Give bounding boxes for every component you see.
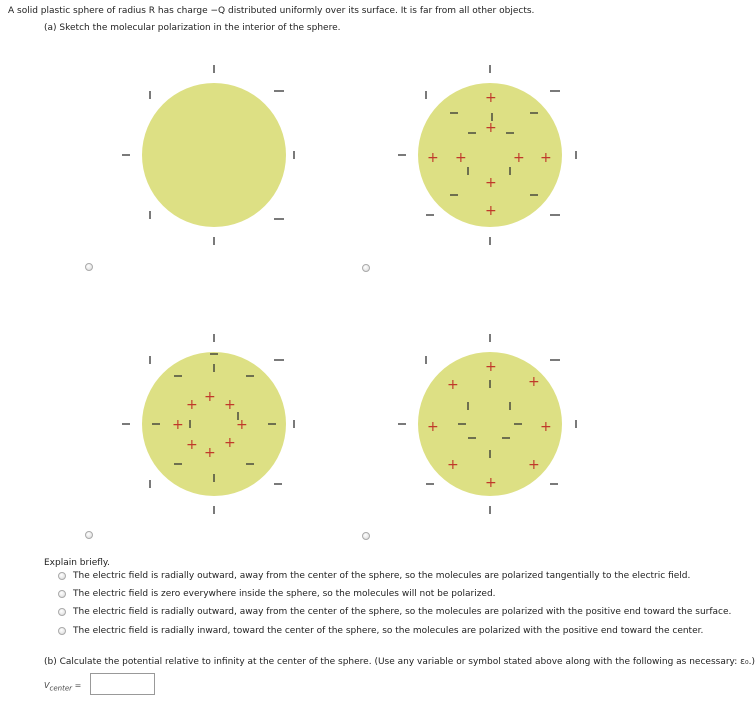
svg-text:+: + bbox=[204, 389, 216, 405]
svg-text:+: + bbox=[540, 150, 552, 166]
svg-text:+: + bbox=[455, 150, 467, 166]
svg-text:+: + bbox=[224, 435, 236, 451]
explain-option-2-label: The electric field is zero everywhere inside the sphere, so the molecules will not be polarized. bbox=[73, 589, 496, 599]
figure-b-radio[interactable] bbox=[362, 264, 370, 272]
explain-option-4-radio[interactable] bbox=[58, 627, 66, 635]
svg-text:+: + bbox=[485, 90, 497, 106]
explain-option-1[interactable] bbox=[58, 571, 690, 581]
problem-intro: A solid plastic sphere of radius R has charge −Q distributed uniformly over its surface. It is far from all other objects. bbox=[8, 6, 535, 16]
figure-d-polarized-radial bbox=[390, 324, 590, 524]
svg-text:+: + bbox=[447, 377, 459, 393]
svg-text:+: + bbox=[485, 120, 497, 136]
explain-option-3-label: The electric field is radially outward, away from the center of the sphere, so the molecules are polarized with the positive end toward the surface. bbox=[73, 607, 732, 617]
part-b-prompt: (b) Calculate the potential relative to infinity at the center of the sphere. (Use any variable or symbol stated above along with the following as necessary: ε₀.) bbox=[44, 657, 755, 667]
svg-text:+: + bbox=[540, 419, 552, 435]
svg-text:+: + bbox=[186, 437, 198, 453]
svg-text:+: + bbox=[485, 175, 497, 191]
svg-text:+: + bbox=[172, 417, 184, 433]
svg-text:+: + bbox=[485, 359, 497, 375]
explain-option-1-label: The electric field is radially outward, away from the center of the sphere, so the molecules are polarized tangentially to the electric field. bbox=[73, 571, 691, 581]
v-center-sub: center bbox=[49, 684, 73, 693]
explain-option-4-label: The electric field is radially inward, toward the center of the sphere, so the molecules are polarized with the positive end toward the center. bbox=[73, 626, 704, 636]
svg-text:+: + bbox=[528, 457, 540, 473]
v-center-input[interactable] bbox=[90, 673, 155, 695]
explain-option-2[interactable] bbox=[58, 589, 496, 599]
explain-option-3[interactable] bbox=[58, 607, 731, 617]
svg-text:+: + bbox=[236, 417, 248, 433]
equals-sign: = bbox=[74, 681, 82, 690]
svg-text:+: + bbox=[224, 397, 236, 413]
svg-text:+: + bbox=[427, 419, 439, 435]
svg-text:+: + bbox=[485, 475, 497, 491]
v-center-var: V bbox=[44, 681, 50, 690]
explain-option-3-radio[interactable] bbox=[58, 608, 66, 616]
figure-b-polarized-cross bbox=[390, 55, 590, 255]
figure-c-polarized-ring bbox=[114, 324, 314, 524]
figure-a-uniform-sphere bbox=[114, 55, 314, 255]
explain-label: Explain briefly. bbox=[44, 558, 110, 568]
explain-option-1-radio[interactable] bbox=[58, 572, 66, 580]
explain-option-4[interactable] bbox=[58, 626, 703, 636]
figure-c-radio[interactable] bbox=[85, 531, 93, 539]
svg-text:+: + bbox=[447, 457, 459, 473]
figure-d-radio[interactable] bbox=[362, 532, 370, 540]
svg-text:+: + bbox=[186, 397, 198, 413]
figure-a-radio[interactable] bbox=[85, 263, 93, 271]
svg-text:+: + bbox=[528, 374, 540, 390]
v-center-label bbox=[44, 681, 81, 693]
svg-text:+: + bbox=[485, 203, 497, 219]
svg-text:+: + bbox=[513, 150, 525, 166]
svg-text:+: + bbox=[204, 445, 216, 461]
explain-option-2-radio[interactable] bbox=[58, 590, 66, 598]
part-a-prompt: (a) Sketch the molecular polarization in the interior of the sphere. bbox=[44, 23, 341, 33]
svg-text:+: + bbox=[427, 150, 439, 166]
